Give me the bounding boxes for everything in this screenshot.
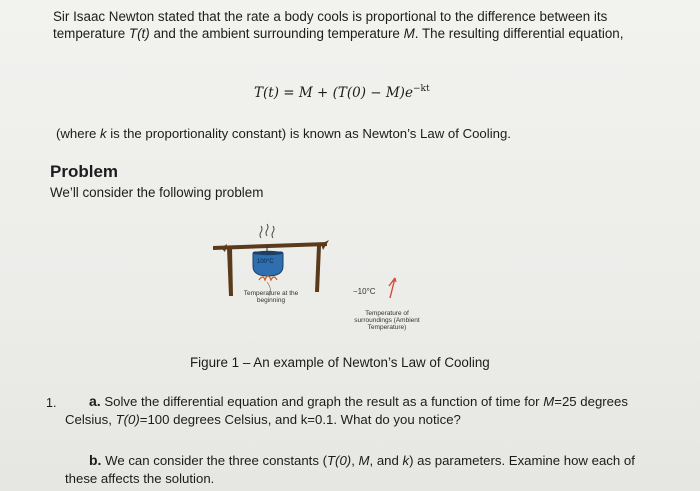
crossbar — [213, 242, 327, 250]
part-b-text-3: , and — [369, 453, 403, 468]
problem-heading: Problem — [50, 162, 119, 181]
where-text-1: (where — [56, 126, 100, 141]
intro-text-3: . The resulting differential equation, — [414, 26, 624, 41]
question-part-a — [65, 392, 665, 429]
intro-text-1: Sir Isaac Newton stated that the rate a body cools is proportional to the difference between its temperature — [53, 9, 608, 41]
equation-body: T(t) = M + (T(0) − M)e — [254, 85, 413, 101]
steam-icon — [260, 224, 274, 238]
part-a-marker: a. — [89, 393, 101, 409]
part-a-m-symbol: M — [543, 394, 555, 409]
part-b-text-4: ) as parameters. Examine how each of these affects the solution. — [65, 453, 635, 486]
part-b-marker: b. — [89, 452, 102, 468]
where-text-2: is the proportionality constant) is known as Newton’s Law of Cooling. — [106, 126, 511, 141]
figure-illustration — [205, 218, 435, 353]
part-b-k-symbol: k — [402, 453, 410, 468]
intro-temperature-symbol: T(t) — [128, 26, 150, 41]
surroundings-temperature-label: Temperature of surroundings (Ambient Temperature) — [354, 310, 420, 331]
where-k-symbol: k — [99, 126, 107, 141]
ambient-arrow-icon — [389, 278, 395, 298]
cooling-figure — [205, 218, 435, 353]
fire-icon — [259, 276, 277, 280]
part-b-text-1: We can consider the three constants ( — [105, 453, 327, 468]
beginning-temperature-label: Temperature at the beginning — [243, 290, 299, 304]
ambient-temperature-value: −10°C — [353, 287, 376, 296]
part-a-text-1: Solve the differential equation and graph the result as a function of time for — [104, 394, 544, 409]
figure-caption: Figure 1 – An example of Newton’s Law of Cooling — [190, 355, 490, 370]
intro-text-2: and the ambient surrounding temperature — [149, 26, 404, 41]
part-a-t0-symbol: T(0) — [115, 412, 140, 427]
part-b-t0-symbol: T(0) — [327, 453, 352, 468]
part-a-text-3: =100 degrees Celsius, and k=0.1. What do you notice? — [139, 412, 461, 427]
right-post — [315, 246, 321, 292]
problem-subheading: We’ll consider the following problem — [50, 185, 264, 200]
cooling-equation — [254, 84, 430, 101]
intro-paragraph — [53, 8, 653, 42]
left-post — [227, 248, 233, 296]
constant-explanation — [56, 126, 511, 141]
part-b-m-symbol: M — [358, 453, 370, 468]
intro-ambient-symbol: M — [403, 26, 415, 41]
part-b-text-2: , — [351, 453, 359, 468]
part-a-text-2: =25 degrees Celsius, — [65, 394, 628, 427]
equation-exponent: −kt — [412, 84, 430, 94]
pot-temperature-label: 100°C — [257, 259, 274, 265]
question-part-b — [65, 451, 665, 488]
question-number: 1. — [46, 396, 57, 410]
